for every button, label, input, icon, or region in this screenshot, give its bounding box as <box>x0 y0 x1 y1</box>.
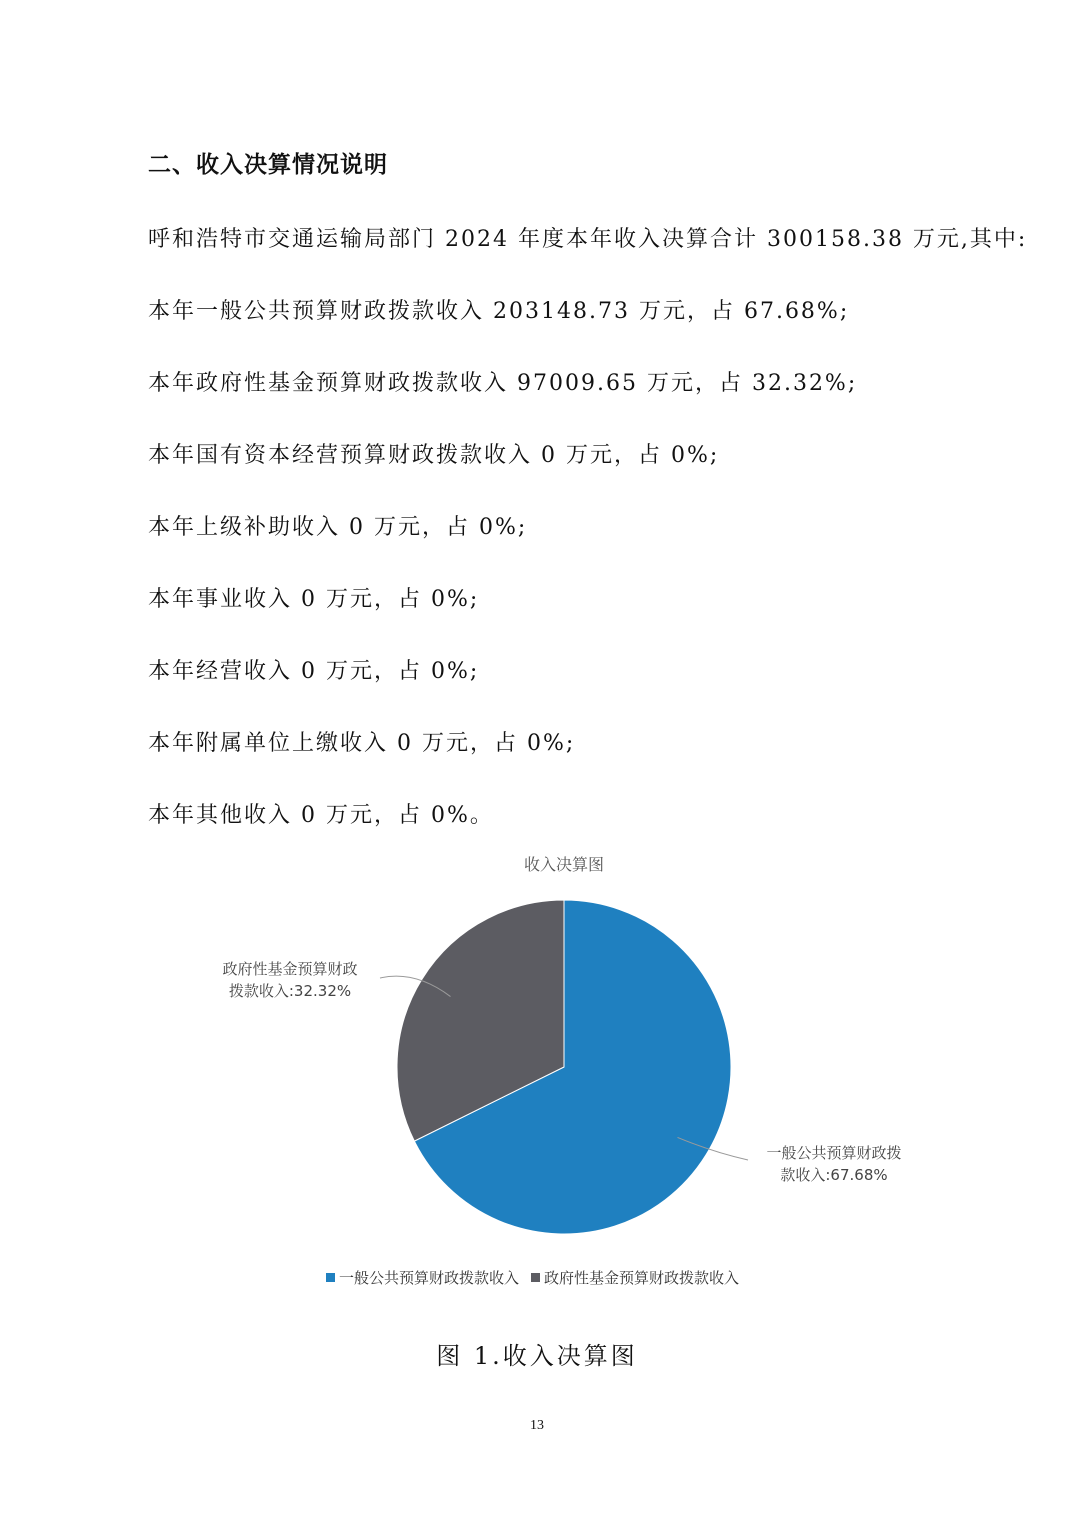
data-label-1-line-1: 一般公共预算财政拨 <box>766 1144 902 1162</box>
paragraph-affiliated: 本年附属单位上缴收入 0 万元，占 0%; <box>148 731 576 756</box>
figure-caption: 图 1.收入决算图 <box>436 1342 638 1370</box>
paragraph-total: 呼和浩特市交通运输局部门 2024 年度本年收入决算合计 300158.38 万元,其中: <box>148 227 1028 252</box>
paragraph-general-public: 本年一般公共预算财政拨款收入 203148.73 万元，占 67.68%; <box>148 299 850 324</box>
pie-chart-svg <box>148 840 948 1310</box>
legend-label-2: 政府性基金预算财政拨款收入 <box>544 1269 740 1287</box>
paragraph-superior-subsidy: 本年上级补助收入 0 万元，占 0%; <box>148 515 528 540</box>
data-label-2-line-2: 拨款收入:32.32% <box>228 982 352 1000</box>
chart-title: 收入决算图 <box>523 855 605 874</box>
data-label-1-line-2: 款收入:67.68% <box>780 1166 888 1184</box>
section-heading: 二、收入决算情况说明 <box>148 152 388 178</box>
paragraph-operating: 本年经营收入 0 万元，占 0%; <box>148 659 480 684</box>
page-number: 13 <box>530 1418 544 1433</box>
paragraph-other: 本年其他收入 0 万元，占 0%。 <box>148 803 494 828</box>
legend-swatch-1 <box>326 1273 335 1282</box>
paragraph-business: 本年事业收入 0 万元，占 0%; <box>148 587 480 612</box>
data-label-2-line-1: 政府性基金预算财政 <box>222 960 358 978</box>
legend-swatch-2 <box>531 1273 540 1282</box>
paragraph-gov-fund: 本年政府性基金预算财政拨款收入 97009.65 万元，占 32.32%; <box>148 371 858 396</box>
income-pie-chart <box>148 840 948 1310</box>
legend-label-1: 一般公共预算财政拨款收入 <box>339 1269 520 1287</box>
paragraph-state-capital: 本年国有资本经营预算财政拨款收入 0 万元，占 0%; <box>148 443 720 468</box>
